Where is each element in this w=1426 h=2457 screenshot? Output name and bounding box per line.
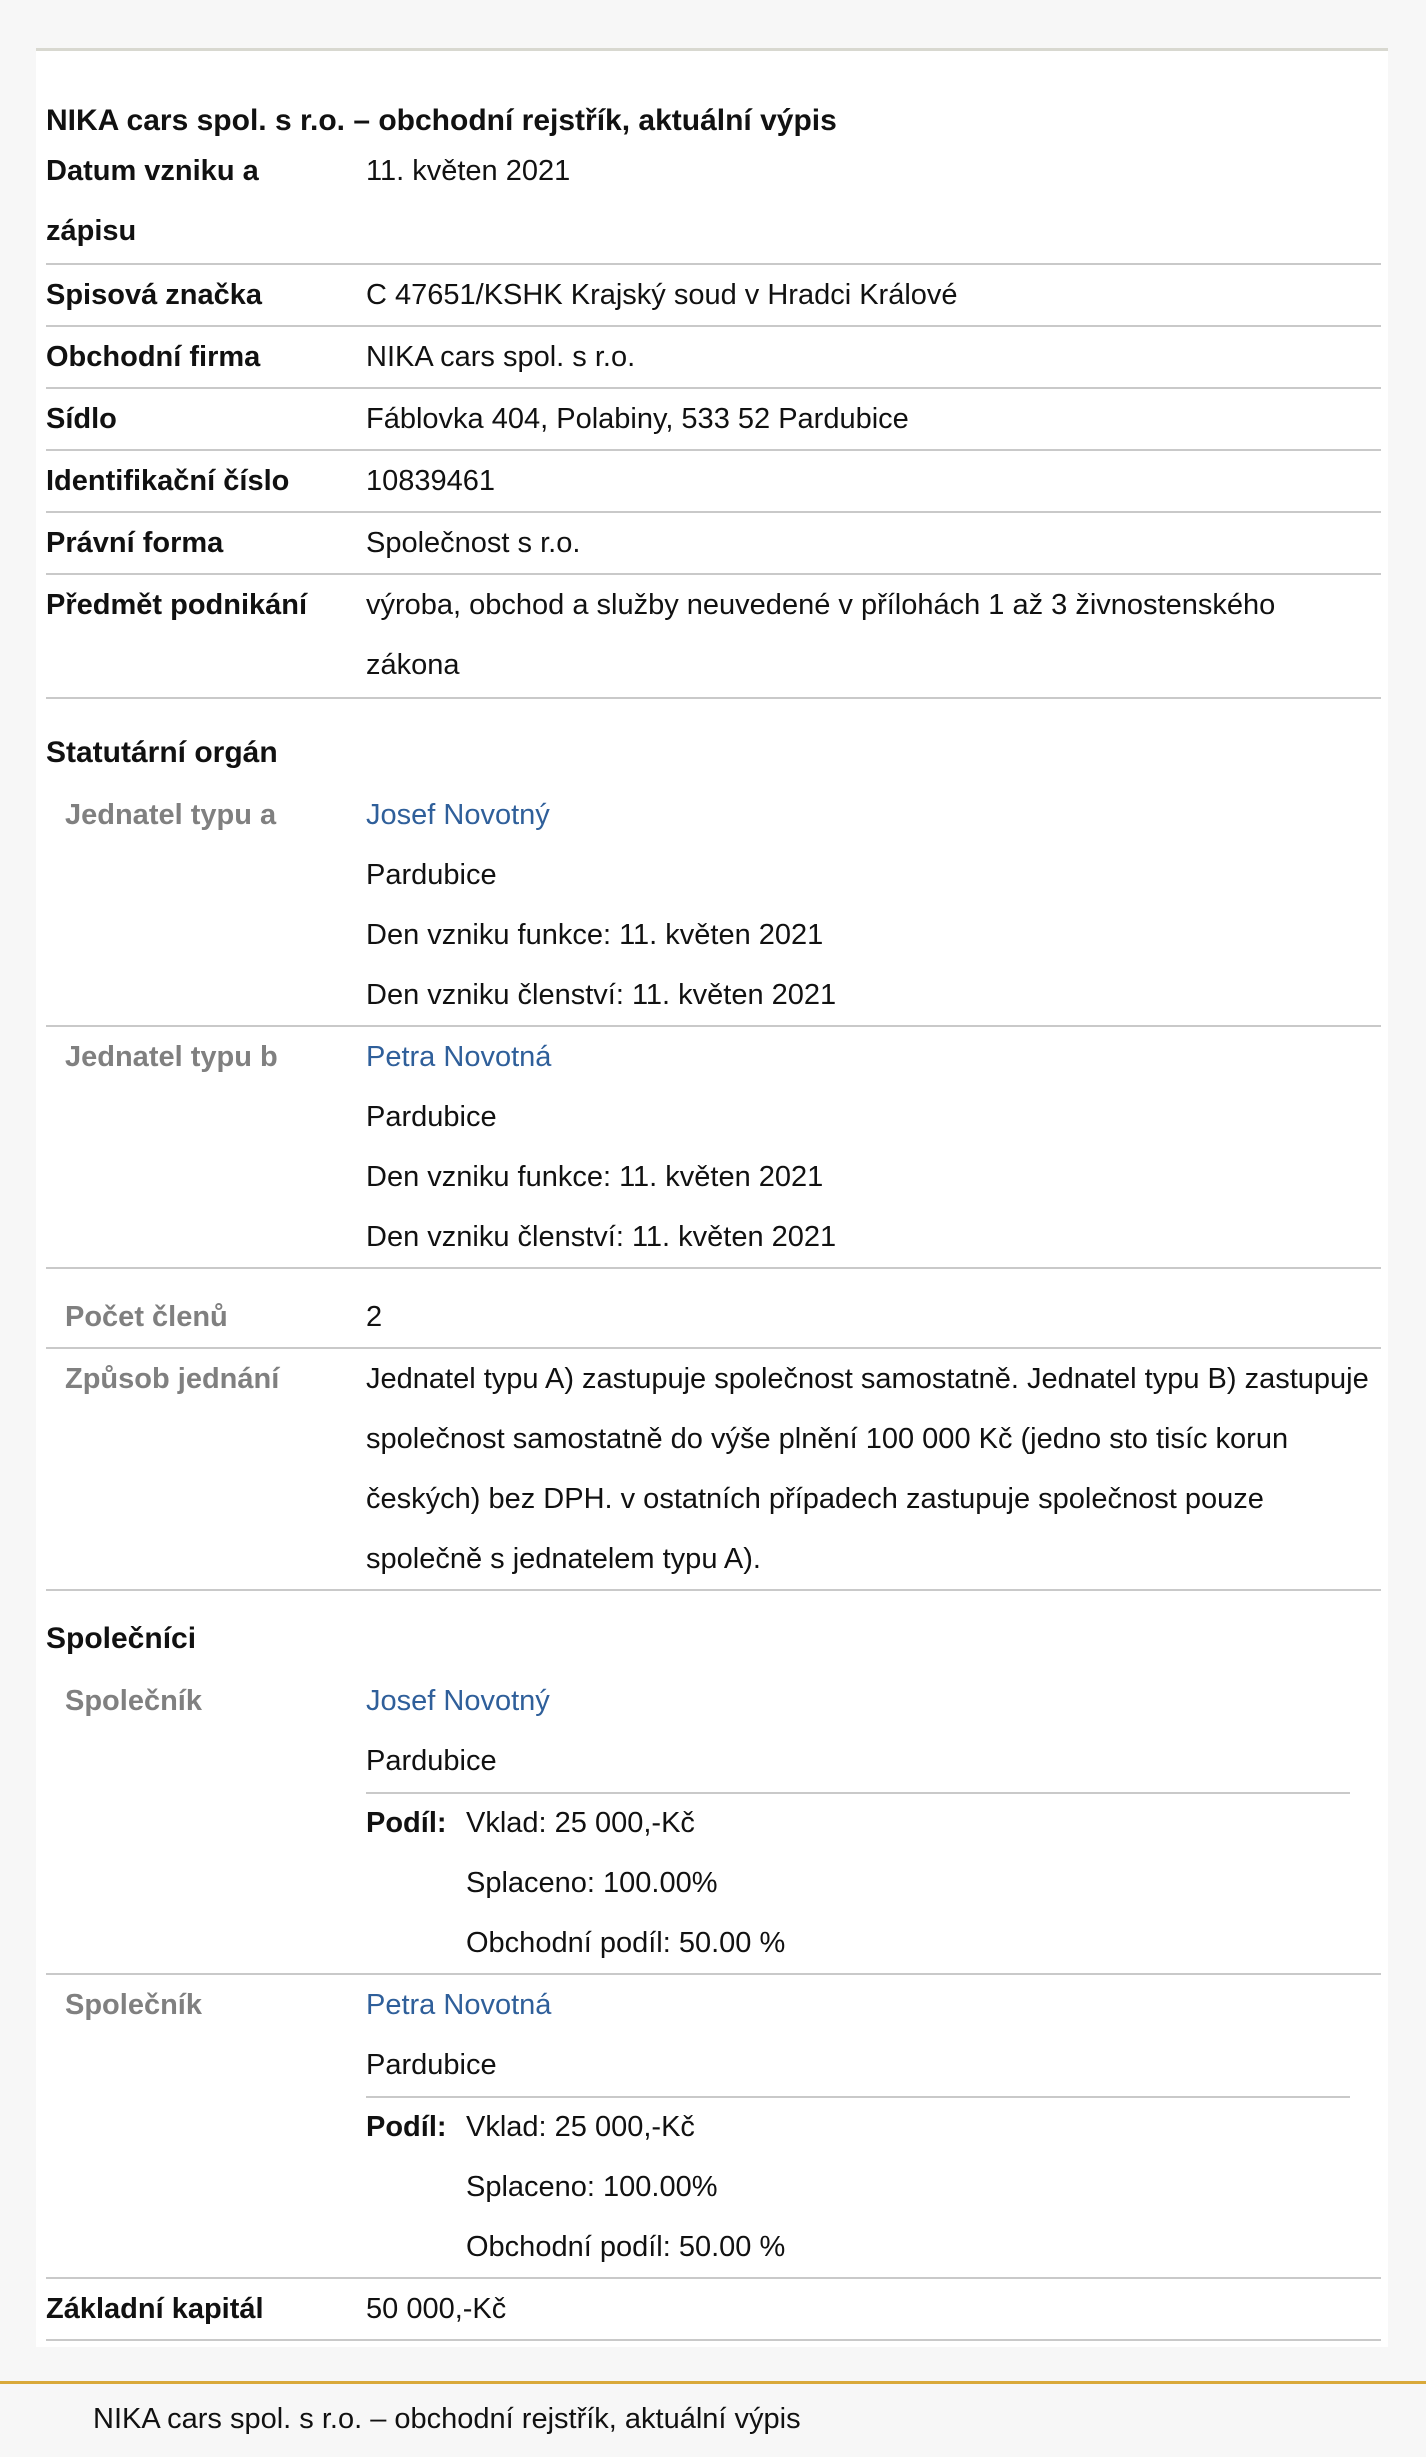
ic-value: 10839461: [366, 465, 496, 497]
row-ic: [46, 451, 1381, 513]
row-spisova: [46, 265, 1381, 327]
podil-obchodni: Obchodní podíl: 50.00 %: [466, 1927, 786, 1959]
statutarni-member: [46, 785, 1381, 1027]
row-kapital: [46, 2279, 1381, 2341]
row-zpusob-jednani: [46, 1349, 1381, 1591]
podil-vklad: Vklad: 25 000,-Kč: [466, 1807, 695, 1839]
podil-obchodni: Obchodní podíl: 50.00 %: [466, 2231, 786, 2263]
forma-value: Společnost s r.o.: [366, 527, 581, 559]
pocet-label: Počet členů: [65, 1301, 228, 1333]
row-predmet: [46, 575, 1381, 699]
podil-label: Podíl:: [366, 1807, 447, 1839]
kapital-label: Základní kapitál: [46, 2293, 264, 2325]
page-title: NIKA cars spol. s r.o. – obchodní rejstřík, aktuální výpis: [46, 104, 837, 137]
statutarni-member: [46, 1027, 1381, 1269]
sidlo-label: Sídlo: [46, 403, 117, 435]
partner-role: Společník: [65, 1989, 202, 2021]
member-clenstvi: Den vzniku členství: 11. květen 2021: [366, 1221, 837, 1253]
partner-name-link[interactable]: Petra Novotná: [366, 1989, 552, 2021]
member-name-link[interactable]: Josef Novotný: [366, 799, 550, 831]
row-datum: [46, 141, 1381, 265]
member-funkce: Den vzniku funkce: 11. květen 2021: [366, 1161, 824, 1193]
member-city: Pardubice: [366, 1101, 497, 1133]
podil-splaceno: Splaceno: 100.00%: [466, 1867, 718, 1899]
member-clenstvi: Den vzniku členství: 11. květen 2021: [366, 979, 837, 1011]
row-firma: [46, 327, 1381, 389]
datum-label: Datum vzniku a zápisu: [46, 155, 259, 247]
podil-splaceno: Splaceno: 100.00%: [466, 2171, 718, 2203]
row-sidlo: [46, 389, 1381, 451]
spolecnici-heading: Společníci: [46, 1622, 197, 1655]
firma-value: NIKA cars spol. s r.o.: [366, 341, 636, 373]
partner-name-link[interactable]: Josef Novotný: [366, 1685, 550, 1717]
member-name-link[interactable]: Petra Novotná: [366, 1041, 552, 1073]
kapital-value: 50 000,-Kč: [366, 2293, 507, 2325]
statutarni-heading: Statutární orgán: [46, 736, 278, 769]
podil-vklad: Vklad: 25 000,-Kč: [466, 2111, 695, 2143]
partner-block: [46, 1671, 1381, 1975]
row-forma: [46, 513, 1381, 575]
zpusob-label: Způsob jednání: [65, 1363, 280, 1395]
firma-label: Obchodní firma: [46, 341, 261, 373]
predmet-value: výroba, obchod a služby neuvedené v přílohách 1 až 3 živnostenského zákona: [366, 589, 1276, 681]
registry-card: [36, 48, 1388, 2347]
zpusob-value: Jednatel typu A) zastupuje společnost samostatně. Jednatel typu B) zastupuje společnost samostatně do výše plnění 100 000 Kč (jedno sto tisíc korun českých) bez DPH. v ostatních případech zastupuje společnost pouze společně s jednatelem typu A).: [366, 1363, 1369, 1575]
partner-block: [46, 1975, 1381, 2279]
member-role: Jednatel typu a: [65, 799, 277, 831]
member-funkce: Den vzniku funkce: 11. květen 2021: [366, 919, 824, 951]
member-city: Pardubice: [366, 859, 497, 891]
footer-title: NIKA cars spol. s r.o. – obchodní rejstřík, aktuální výpis: [93, 2403, 801, 2435]
sidlo-value: Fáblovka 404, Polabiny, 533 52 Pardubice: [366, 403, 909, 435]
row-pocet-clenu: [46, 1287, 1381, 1349]
podil-label: Podíl:: [366, 2111, 447, 2143]
partner-role: Společník: [65, 1685, 202, 1717]
footer-bar: [0, 2381, 1426, 2457]
partner-city: Pardubice: [366, 2049, 497, 2081]
spisova-value: C 47651/KSHK Krajský soud v Hradci Králové: [366, 279, 958, 311]
ic-label: Identifikační číslo: [46, 465, 290, 497]
datum-value: 11. květen 2021: [366, 155, 571, 187]
partner-city: Pardubice: [366, 1745, 497, 1777]
spisova-label: Spisová značka: [46, 279, 262, 311]
member-role: Jednatel typu b: [65, 1041, 278, 1073]
predmet-label: Předmět podnikání: [46, 589, 308, 621]
pocet-value: 2: [366, 1301, 383, 1333]
forma-label: Právní forma: [46, 527, 224, 559]
